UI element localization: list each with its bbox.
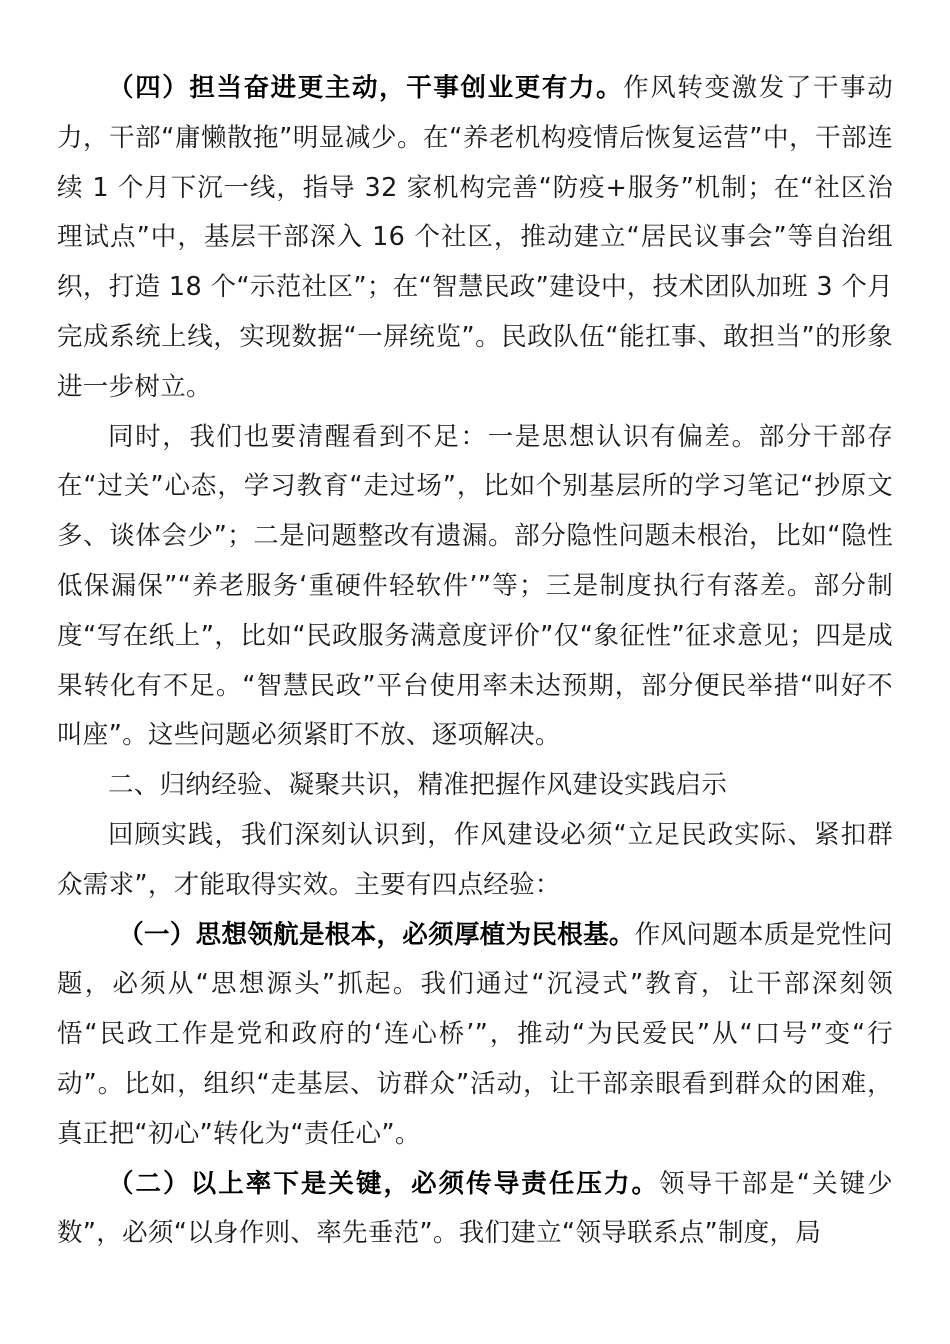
chapter-2-title (57, 761, 893, 811)
paragraph-shortcomings (57, 413, 893, 762)
review-text: 回顾实践，我们深刻认识到，作风建设必须“立足民政实际、紧扣群众需求”，才能取得实效。主要有四点经验： (57, 819, 893, 900)
paragraph-review (57, 811, 893, 911)
chapter-2-title-text: 二、归纳经验、凝聚共识，精准把握作风建设实践启示 (108, 770, 728, 801)
shortcomings-text: 同时，我们也要清醒看到不足：一是思想认识有偏差。部分干部存在“过关”心态，学习教育“走过场”，比如个别基层所的学习笔记“抄原文多、谈体会少”；二是问题整改有遗漏。部分隐性问题未根治，比如“隐性低保漏保”“养老服务‘重硬件轻软件’”等；三是制度执行有落差。部分制度“写在纸上”，比如“民政服务满意度评价”仅“象征性”征求意见；四是成果转化有不足。“智慧民政”平台使用率未达预期，部分便民举措“叫好不叫座”。这些问题必须紧盯不放、逐项解决。 (57, 421, 893, 751)
experience-2-text: 领导干部是“关键少数”，必须“以身作则、率先垂范”。我们建立“领导联系点”制度，局 (57, 1168, 893, 1249)
experience-1-text: 作风问题本质是党性问题，必须从“思想源头”抓起。我们通过“沉浸式”教育，让干部深刻领悟“民政工作是党和政府的‘连心桥’”，推动“为民爱民”从“口号”变“行动”。比如，组织“走基层、访群众”活动，让干部亲眼看到群众的困难，真正把“初心”转化为“责任心”。 (57, 919, 893, 1149)
experience-1-heading: （一）思想领航是根本，必须厚植为民根基。 (118, 919, 635, 950)
section-4-text: 作风转变激发了干事动力，干部“庸懒散拖”明显减少。在“养老机构疫情后恢复运营”中，干部连续 1 个月下沉一线，指导 32 家机构完善“防疫+服务”机制；在“社区治理试点”中，基层干部深入 16 个社区，推动建立“居民议事会”等自治组织，打造 18 个“示范社区”；在“智慧民政”建设中，技术团队加班 3 个月完成系统上线，实现数据“一屏统览”。民政队伍“能扛事、敢担当”的形象进一步树立。 (57, 73, 893, 402)
document-body (57, 64, 893, 1259)
paragraph-section-4 (57, 64, 893, 413)
paragraph-experience-1 (57, 911, 893, 1160)
paragraph-experience-2 (57, 1160, 893, 1260)
section-4-heading: （四）担当奋进更主动，干事创业更有力。 (108, 73, 624, 103)
experience-2-heading: （二）以上率下是关键，必须传导责任压力。 (108, 1168, 660, 1199)
